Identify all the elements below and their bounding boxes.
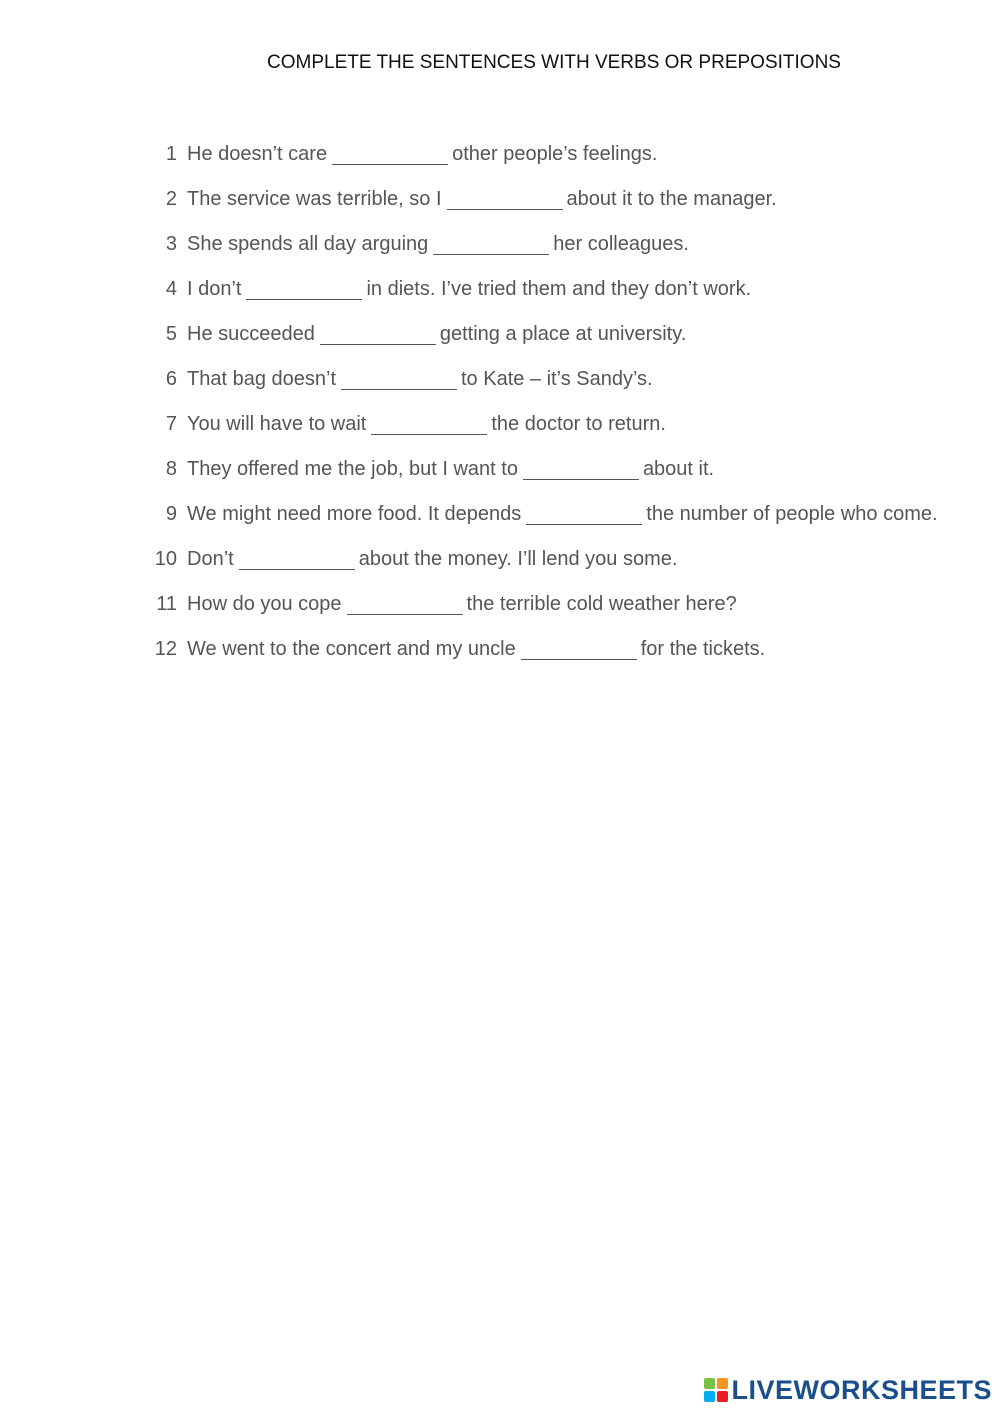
answer-blank[interactable] [341, 370, 457, 390]
list-item [145, 635, 995, 680]
list-item [145, 230, 995, 275]
item-number: 11 [156, 593, 177, 615]
sentence-end: getting a place at university. [439, 323, 687, 345]
list-item [145, 320, 995, 365]
sentence-start: They offered me the job, but I want to [187, 458, 518, 480]
item-number: 3 [165, 233, 177, 255]
sentence-start: That bag doesn’t [187, 368, 336, 390]
sentence-end: about it. [642, 458, 715, 480]
list-item [145, 185, 995, 230]
list-item [145, 590, 995, 635]
list-item [145, 410, 995, 455]
sentence-start: We went to the concert and my uncle [187, 638, 516, 660]
sentence-start: The service was terrible, so I [187, 188, 442, 210]
item-number: 1 [165, 143, 177, 165]
exercise-list [145, 140, 995, 680]
list-item [145, 500, 995, 545]
sentence-end: about the money. I’ll lend you some. [358, 548, 678, 570]
list-item [145, 455, 995, 500]
answer-blank[interactable] [371, 415, 487, 435]
item-number: 4 [165, 278, 177, 300]
logo-squares-icon [704, 1378, 728, 1402]
sentence-start: He doesn’t care [187, 143, 328, 165]
sentence-start: He succeeded [187, 323, 315, 345]
answer-blank[interactable] [521, 640, 637, 660]
item-number: 6 [165, 368, 177, 390]
sentence-end: the number of people who come. [646, 503, 938, 525]
sentence-start: How do you cope [187, 593, 342, 615]
answer-blank[interactable] [347, 595, 463, 615]
answer-blank[interactable] [447, 190, 563, 210]
list-item [145, 545, 995, 590]
sentence-end: the doctor to return. [491, 413, 666, 435]
sentence-end: for the tickets. [640, 638, 766, 660]
sentence-end: other people’s feelings. [452, 143, 658, 165]
liveworksheets-logo [704, 1375, 992, 1405]
answer-blank[interactable] [320, 325, 436, 345]
logo-text: LIVEWORKSHEETS [731, 1374, 992, 1405]
item-number: 2 [165, 188, 177, 210]
item-number: 5 [165, 323, 177, 345]
sentence-end: about it to the manager. [566, 188, 777, 210]
sentence-end: to Kate – it’s Sandy’s. [461, 368, 653, 390]
answer-blank[interactable] [523, 460, 639, 480]
list-item [145, 140, 995, 185]
sentence-end: in diets. I’ve tried them and they don’t work. [366, 278, 752, 300]
sentence-end: her colleagues. [553, 233, 689, 255]
answer-blank[interactable] [239, 550, 355, 570]
item-number: 10 [154, 548, 177, 570]
answer-blank[interactable] [246, 280, 362, 300]
sentence-start: She spends all day arguing [187, 233, 429, 255]
list-item [145, 275, 995, 320]
item-number: 8 [165, 458, 177, 480]
sentence-start: We might need more food. It depends [187, 503, 522, 525]
sentence-start: Don’t [187, 548, 234, 570]
item-number: 12 [154, 638, 177, 660]
page-title: COMPLETE THE SENTENCES WITH VERBS OR PREPOSITIONS [267, 52, 841, 73]
answer-blank[interactable] [526, 505, 642, 525]
answer-blank[interactable] [433, 235, 549, 255]
answer-blank[interactable] [332, 145, 448, 165]
item-number: 9 [165, 503, 177, 525]
sentence-end: the terrible cold weather here? [466, 593, 737, 615]
sentence-start: I don’t [187, 278, 242, 300]
item-number: 7 [165, 413, 177, 435]
sentence-start: You will have to wait [187, 413, 367, 435]
list-item [145, 365, 995, 410]
